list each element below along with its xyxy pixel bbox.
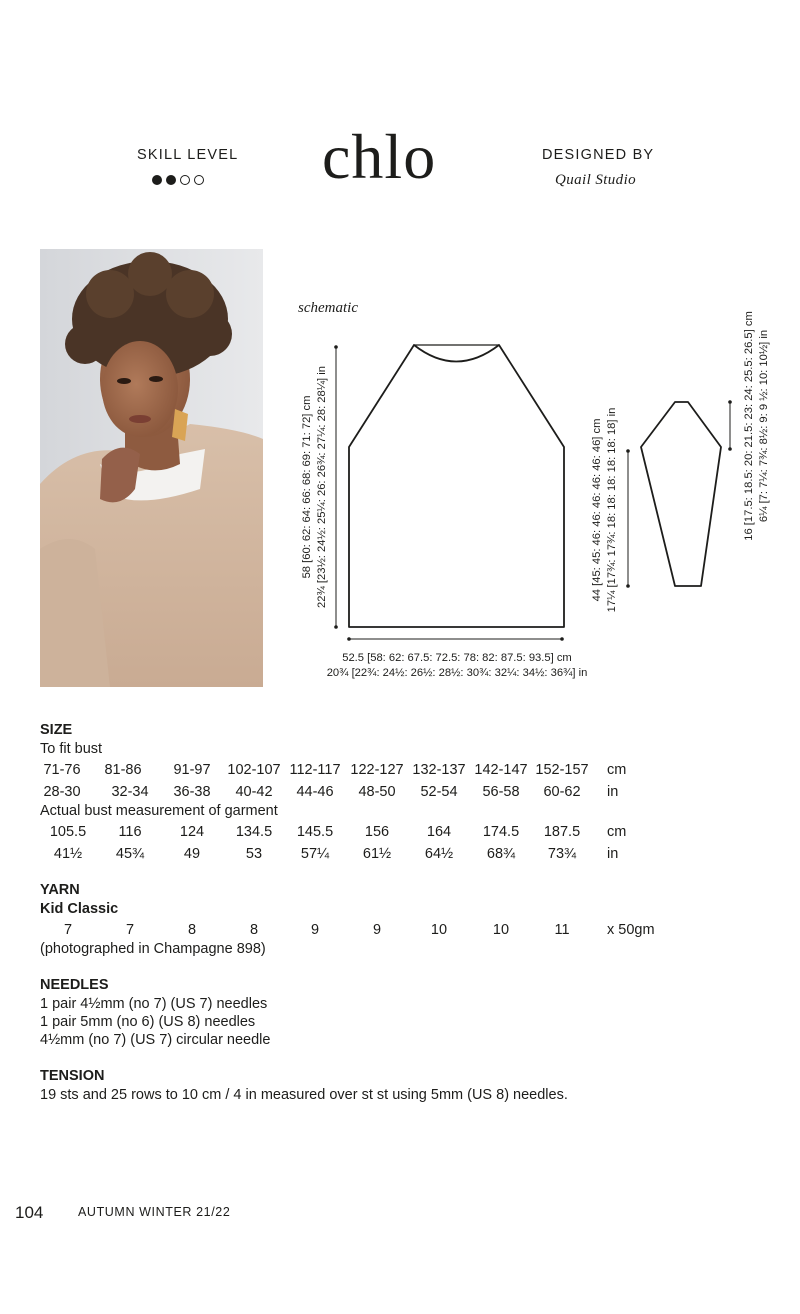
sleeve-outline: [641, 402, 721, 586]
table-cell: 102-107: [227, 762, 281, 778]
table-cell: 145.5: [296, 824, 334, 840]
table-cell: 91-97: [173, 762, 211, 778]
actual-bust-label: Actual bust measurement of garment: [40, 803, 278, 819]
page-number: 104: [15, 1203, 44, 1222]
table-cell: 71-76: [43, 762, 81, 778]
table-cell: 105.5: [49, 824, 87, 840]
body-width-dimension: [347, 637, 564, 641]
table-cell: 36-38: [173, 784, 211, 800]
table-cell: 60-62: [543, 784, 581, 800]
table-cell: 48-50: [358, 784, 396, 800]
unit-label: in: [607, 846, 619, 862]
table-cell: 116: [118, 824, 142, 840]
size-heading: SIZE: [40, 722, 73, 738]
table-cell: 49: [183, 846, 201, 862]
table-cell: 10: [430, 922, 448, 938]
table-cell: 7: [63, 922, 73, 938]
table-cell: 174.5: [482, 824, 520, 840]
needle-item: 1 pair 4½mm (no 7) (US 7) needles: [40, 996, 268, 1012]
table-cell: 52-54: [420, 784, 458, 800]
unit-label: cm: [607, 824, 627, 840]
sleeve-top-dimension: [728, 400, 732, 451]
body-outline: [349, 345, 564, 627]
body-side-cm: 44 [45: 45: 46: 46: 46: 46: 46: 46] cm: [591, 418, 603, 602]
yarn-heading: YARN: [40, 882, 80, 898]
table-cell: 132-137: [412, 762, 466, 778]
table-cell: 122-127: [350, 762, 404, 778]
table-cell: 61½: [362, 846, 392, 862]
body-side-dimension: [626, 449, 630, 588]
table-cell: 41½: [53, 846, 83, 862]
designer-name: Quail Studio: [555, 172, 637, 188]
table-cell: 152-157: [535, 762, 589, 778]
pattern-title: chlo: [322, 121, 437, 192]
table-cell: 40-42: [235, 784, 273, 800]
needle-item: 4½mm (no 7) (US 7) circular needle: [40, 1032, 271, 1048]
yarn-note: (photographed in Champagne 898): [40, 941, 266, 957]
unit-label: in: [607, 784, 619, 800]
sleeve-top-in: 6¼ [7: 7¼: 7¾: 8½: 9: 9 ½: 10: 10½] in: [758, 329, 770, 523]
sleeve-top-cm: 16 [17.5: 18.5: 20: 21.5: 23: 24: 25.5: 26.5] cm: [743, 311, 755, 541]
issue-label: AUTUMN WINTER 21/22: [78, 1205, 231, 1219]
fit-bust-label: To fit bust: [40, 741, 103, 757]
table-cell: 7: [125, 922, 135, 938]
table-cell: 68¾: [486, 846, 516, 862]
body-height-cm: 58 [60: 62: 64: 66: 68: 69: 71: 72] cm: [301, 395, 313, 579]
table-cell: 81-86: [104, 762, 142, 778]
table-cell: 8: [187, 922, 197, 938]
table-cell: 28-30: [43, 784, 81, 800]
table-cell: 45¾: [115, 846, 145, 862]
body-width-cm: 52.5 [58: 62: 67.5: 72.5: 78: 82: 87.5: 93.5] cm: [342, 652, 572, 664]
skill-level-label: SKILL LEVEL: [137, 147, 239, 163]
tension-heading: TENSION: [40, 1068, 105, 1084]
table-cell: 8: [249, 922, 259, 938]
table-cell: 142-147: [474, 762, 528, 778]
table-cell: 53: [245, 846, 263, 862]
table-cell: 156: [364, 824, 390, 840]
body-side-in: 17¼ [17¾: 17¾: 18: 18: 18: 18: 18: 18] in: [606, 407, 618, 613]
table-cell: 32-34: [111, 784, 149, 800]
table-cell: 57¼: [300, 846, 330, 862]
body-height-dimension: [334, 345, 338, 629]
table-cell: 10: [492, 922, 510, 938]
table-cell: 9: [372, 922, 382, 938]
unit-label: cm: [607, 762, 627, 778]
designed-by-label: DESIGNED BY: [542, 147, 655, 163]
table-cell: 112-117: [289, 762, 341, 778]
needle-item: 1 pair 5mm (no 6) (US 8) needles: [40, 1014, 256, 1030]
table-cell: 187.5: [543, 824, 581, 840]
table-cell: 64½: [424, 846, 454, 862]
table-cell: 134.5: [235, 824, 273, 840]
schematic-label: schematic: [298, 300, 358, 316]
table-cell: 9: [310, 922, 320, 938]
table-cell: 73¾: [547, 846, 577, 862]
table-cell: 164: [426, 824, 452, 840]
table-cell: 11: [554, 922, 570, 938]
table-cell: 56-58: [482, 784, 520, 800]
needles-heading: NEEDLES: [40, 977, 109, 993]
unit-label: x 50gm: [607, 922, 655, 938]
yarn-name: Kid Classic: [40, 901, 119, 917]
body-width-in: 20¾ [22¾: 24½: 26½: 28½: 30¾: 32¼: 34½: 36¾] in: [326, 667, 588, 679]
table-cell: 124: [179, 824, 205, 840]
tension-text: 19 sts and 25 rows to 10 cm / 4 in measured over st st using 5mm (US 8) needles.: [40, 1087, 568, 1103]
table-cell: 44-46: [296, 784, 334, 800]
body-height-in: 22¾ [23½: 24½: 25¼: 26: 26¾: 27¼: 28: 28¼] in: [316, 366, 328, 608]
